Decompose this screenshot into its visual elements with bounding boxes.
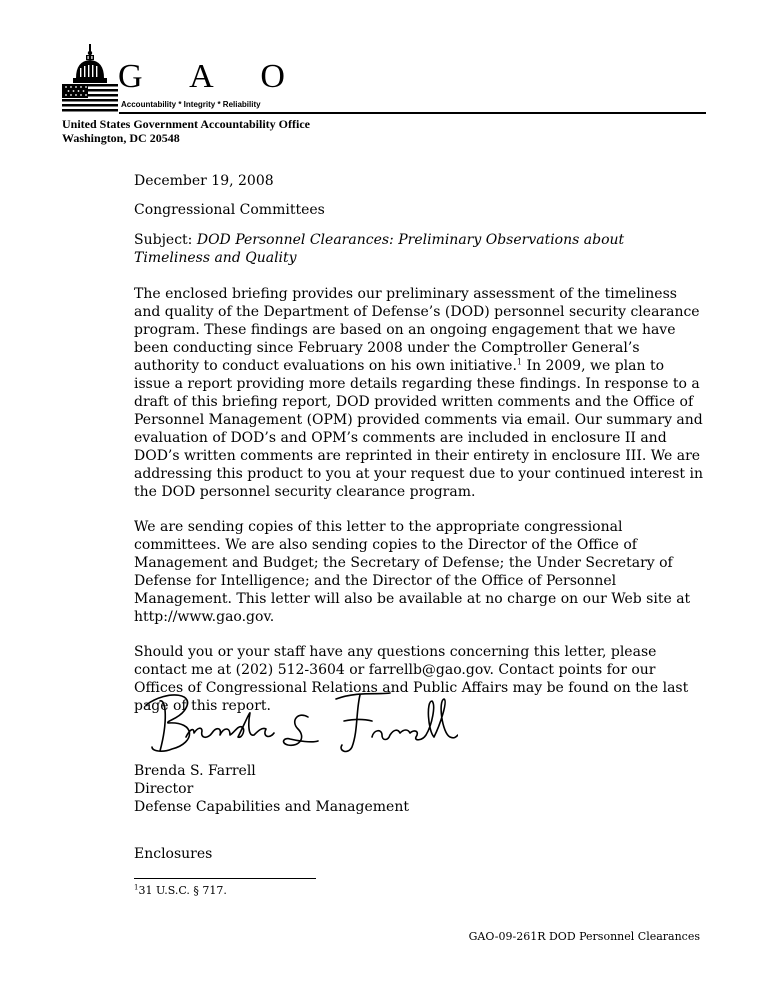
enclosures-label: Enclosures [134, 846, 213, 862]
letter-addressee: Congressional Committees [134, 202, 325, 218]
footnote-text: 31 U.S.C. § 717. [138, 884, 227, 897]
letter-subject [134, 231, 704, 267]
paragraph-contact: Should you or your staff have any questions concerning this letter, please contact me at (202) 512-3604 or farrellb@gao.gov. Contact points for our Offices of Congressional Relations and Public Affairs may be found on the last page of this report. [134, 644, 689, 714]
agency-block [62, 117, 310, 145]
signer-name: Brenda S. Farrell [134, 763, 256, 779]
paragraph-briefing-text-b: In 2009, we plan to issue a report providing more details regarding these findings. In response to a draft of this briefing report, DOD provided written comments and the Office of Personnel Management (OPM) provided comments via email. Our summary and evaluation of DOD’s and OPM’s comments are included in enclosure II and DOD’s written comments are reprinted in their entirety in enclosure III. We are addressing this product to you at your request due to your continued interest in the DOD personnel security clearance program. [134, 358, 703, 500]
page-footer: GAO-09-261R DOD Personnel Clearances [468, 930, 700, 943]
subject-title: DOD Personnel Clearances: Preliminary Observations about Timeliness and Quality [134, 232, 625, 266]
footnote [134, 884, 227, 897]
footnote-rule [134, 878, 316, 879]
signer-title: Director [134, 781, 194, 797]
signer-block [134, 762, 409, 816]
logo-letters: G A O [118, 58, 305, 95]
letter-body [134, 172, 704, 715]
paragraph-briefing [134, 285, 704, 501]
handwritten-signature [138, 681, 458, 761]
subject-label: Subject: [134, 232, 197, 248]
agency-address: Washington, DC 20548 [62, 131, 180, 145]
paragraph-copies: We are sending copies of this letter to the appropriate congressional committees. We are also sending copies to the Director of the Office of Management and Budget; the Secretary of Defense; the Under Secretary of Defense for Intelligence; and the Director of the Office of Personnel Management. This letter will also be available at no charge on our Web site at http://www.gao.gov. [134, 519, 691, 625]
capitol-dome-icon [60, 44, 120, 114]
header-rule [119, 112, 706, 114]
signer-unit: Defense Capabilities and Management [134, 799, 409, 815]
footnote-mark: 1 [134, 883, 139, 892]
agency-name: United States Government Accountability Office [62, 117, 310, 131]
footnote-reference: 1 [516, 357, 523, 367]
paragraph-briefing-text-a: The enclosed briefing provides our preliminary assessment of the timeliness and quality of the Department of Defense’s (DOD) personnel security clearance program. These findings are based on an ongoing engagement that we have been conducting since February 2008 under the Comptroller General’s authority to conduct evaluations on his own initiative. [134, 286, 700, 374]
logo-tagline: Accountability * Integrity * Reliability [121, 100, 261, 109]
letter-date: December 19, 2008 [134, 173, 274, 189]
